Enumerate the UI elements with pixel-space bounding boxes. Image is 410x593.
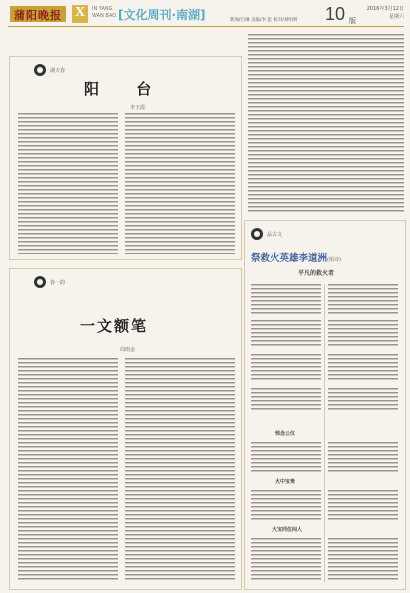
article-title: 一文额笔 <box>80 317 149 335</box>
poem-subheading: 火中宝贵 <box>275 479 296 485</box>
article-body-col2 <box>125 113 235 254</box>
section-label: 春一韵 <box>50 280 66 286</box>
section-badge-icon <box>251 228 263 240</box>
article-author: 李玉霞 <box>130 105 146 111</box>
section-title: [文化周刊·南湖] <box>118 8 206 22</box>
poem-stanza <box>328 538 398 582</box>
poem-heading: 平凡的救火者 <box>298 270 335 277</box>
poem-stanza <box>251 442 321 474</box>
section-label: 品古文 <box>267 232 283 238</box>
poem-stanza <box>328 388 398 412</box>
page-number: 10 <box>325 4 346 24</box>
article-body-col1 <box>18 113 118 254</box>
poem-stanza <box>328 442 398 474</box>
poem-column-divider <box>324 284 325 582</box>
article-body-col1 <box>18 358 118 582</box>
article-author: 周雨金 <box>120 347 136 353</box>
poem-stanza <box>251 388 321 412</box>
section-badge-icon <box>34 64 46 76</box>
poem-stanza <box>328 354 398 382</box>
preceding-article-text <box>248 34 404 214</box>
poem-stanza <box>251 320 321 348</box>
issue-date: 2016年3月12日 <box>366 6 404 12</box>
article-body-col2 <box>125 358 235 582</box>
poem-stanza <box>328 490 398 520</box>
ban-label: 版 <box>349 17 356 25</box>
poem-stanza <box>251 284 321 314</box>
masthead <box>0 0 410 30</box>
poem-subheading: 悼念公仪 <box>275 431 296 437</box>
poem-stanza <box>328 320 398 348</box>
poem-stanza <box>251 354 321 382</box>
article-title: 阳 台 <box>84 80 168 98</box>
issue-weekday: 星期六 <box>388 14 404 20</box>
logo-text: 蒲阳晚报 <box>14 9 62 22</box>
poem-stanza <box>251 538 321 582</box>
article-title: 祭救火英雄李道洲(组诗) <box>251 253 341 264</box>
section-label: 湖天春 <box>50 68 66 74</box>
header-rule <box>8 26 404 27</box>
editor-meta: 新闻/吕琳 美编/李 思 校对/刘明明 <box>230 18 298 23</box>
poem-stanza <box>251 490 321 520</box>
x-mark: X <box>72 5 88 23</box>
pinyin-label: IN YANG WAN BAO <box>92 6 117 19</box>
poem-stanza <box>328 284 398 314</box>
section-badge-icon <box>34 276 46 288</box>
poem-subheading: 大宝同位闷人 <box>272 527 303 533</box>
paper-logo <box>10 6 66 22</box>
